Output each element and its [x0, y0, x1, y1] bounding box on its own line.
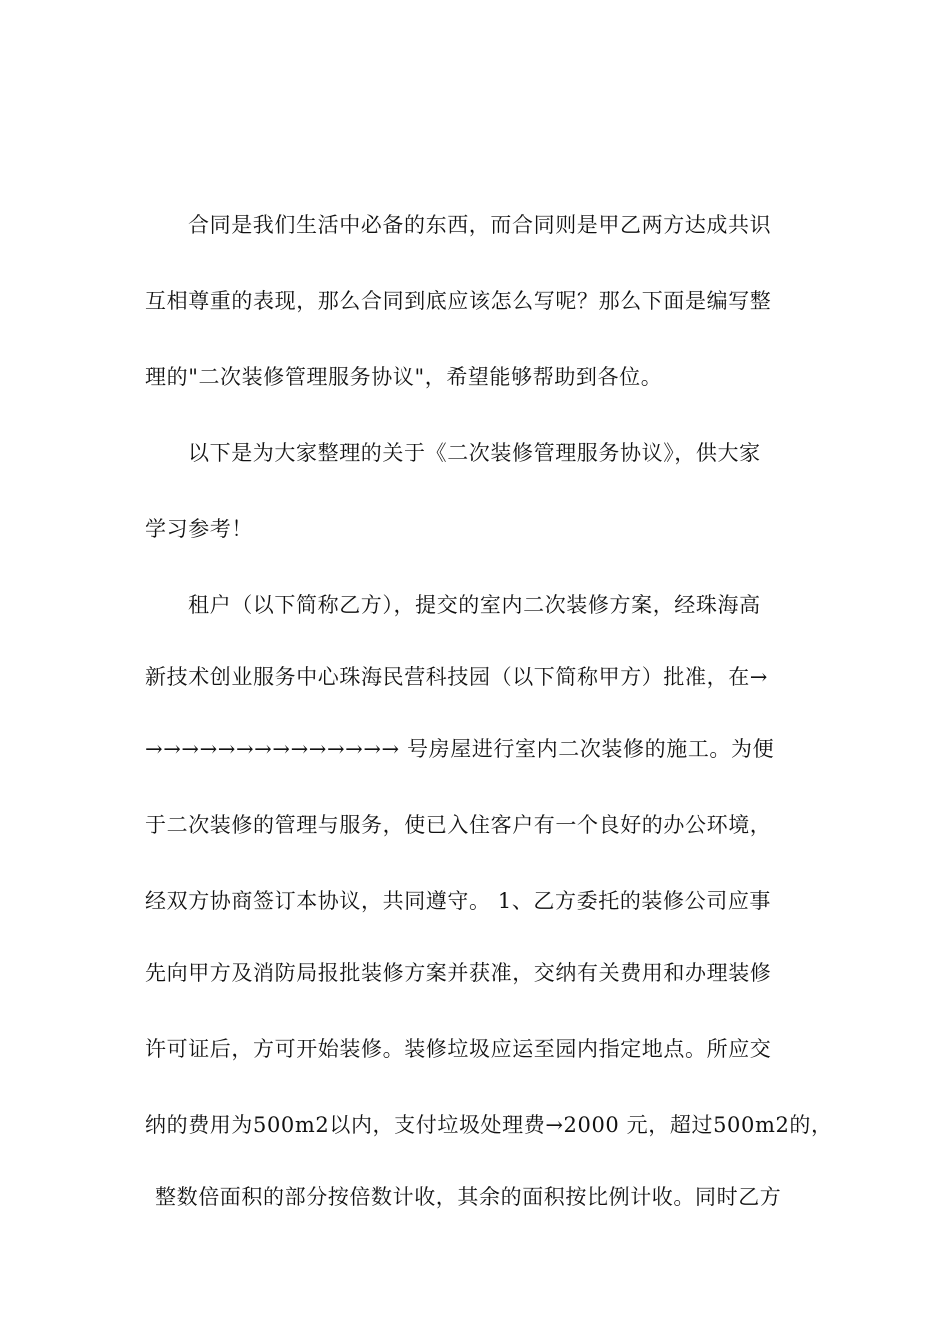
paragraph-3-line-6: 先向甲方及消防局报批装修方案并获准，交纳有关费用和办理装修: [145, 961, 772, 985]
paragraph-3-line-5: 经双方协商签订本协议，共同遵守。 1、乙方委托的装修公司应事: [145, 889, 772, 913]
paragraph-3-line-4: 于二次装修的管理与服务，使已入住客户有一个良好的办公环境，: [145, 813, 772, 837]
paragraph-3-line-3: →→→→→→→→→→→→→→ 号房屋进行室内二次装修的施工。为便: [145, 737, 775, 761]
paragraph-3-line-7: 许可证后，方可开始装修。装修垃圾应运至园内指定地点。所应交: [145, 1037, 772, 1061]
paragraph-3-line-2: 新技术创业服务中心珠海民营科技园（以下简称甲方）批准，在→: [145, 665, 768, 689]
paragraph-3-line-9: 整数倍面积的部分按倍数计收，其余的面积按比例计收。同时乙方: [155, 1185, 782, 1209]
paragraph-2-line-1: 以下是为大家整理的关于《二次装修管理服务协议》，供大家: [188, 441, 761, 465]
paragraph-3-line-1: 租户（以下简称乙方），提交的室内二次装修方案，经珠海高: [188, 593, 761, 617]
paragraph-1-line-2: 互相尊重的表现，那么合同到底应该怎么写呢？那么下面是编写整: [145, 289, 772, 313]
paragraph-3-line-8: 纳的费用为500m2以内，支付垃圾处理费→2000 元，超过500m2的，: [145, 1113, 833, 1137]
paragraph-1-line-3: 理的"二次装修管理服务协议"，希望能够帮助到各位。: [145, 365, 663, 389]
paragraph-1-line-1: 合同是我们生活中必备的东西，而合同则是甲乙两方达成共识: [188, 213, 772, 237]
paragraph-2-line-2: 学习参考！: [145, 517, 253, 541]
